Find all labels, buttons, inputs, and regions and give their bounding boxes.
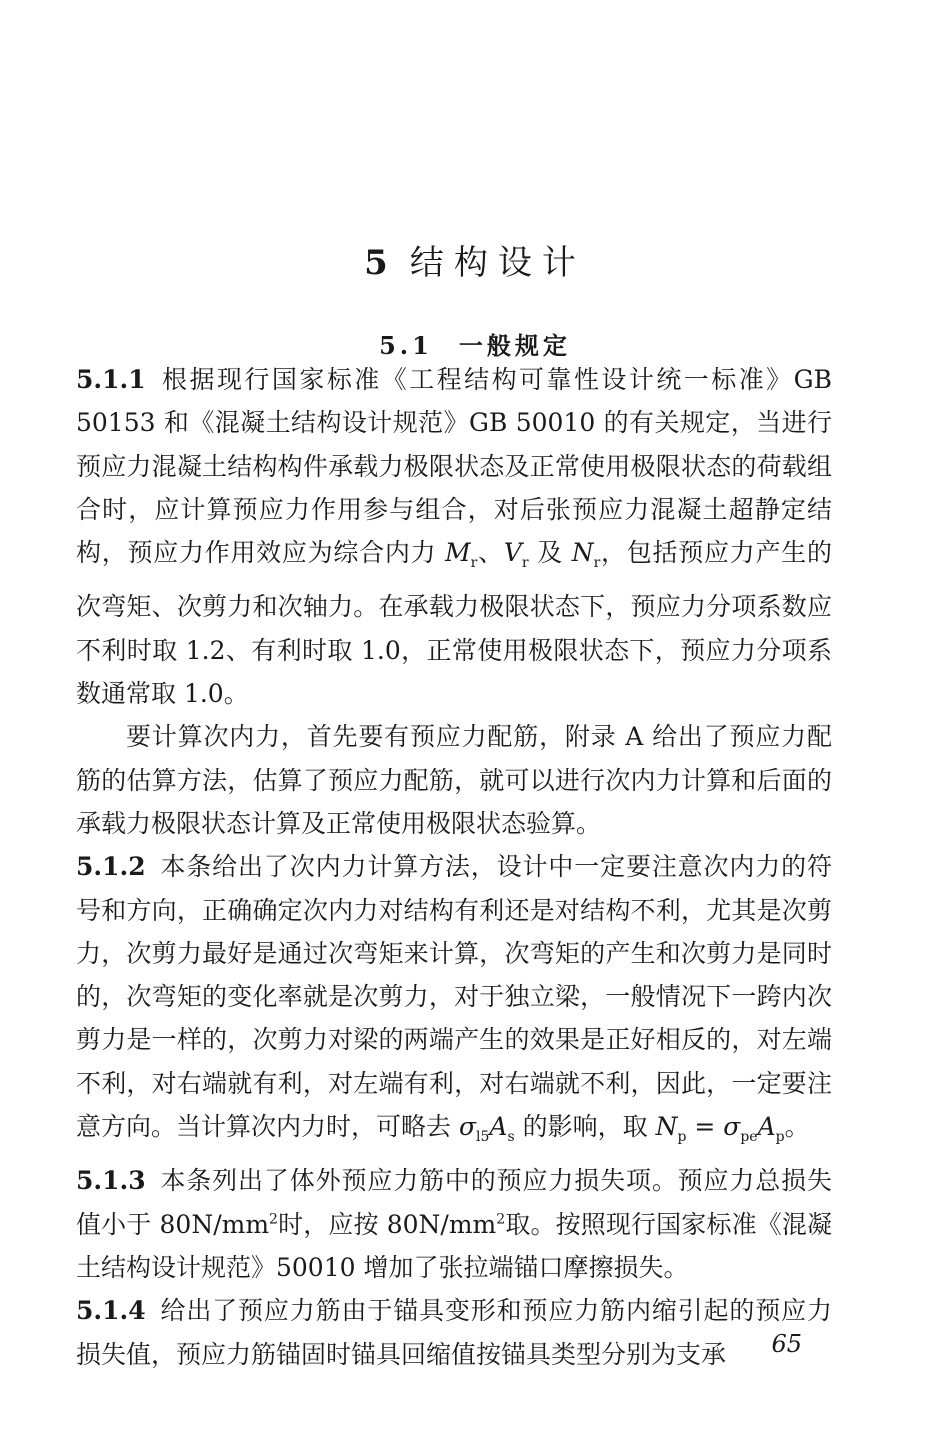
math-symbol bbox=[445, 538, 478, 572]
section-title-text: 一般规定 bbox=[458, 330, 571, 360]
math-symbol bbox=[723, 1112, 785, 1146]
math-var: N bbox=[571, 538, 594, 568]
clause-5-1-1 bbox=[76, 358, 832, 715]
clause-number: 5.1.1 bbox=[76, 365, 146, 394]
math-sub: r bbox=[470, 555, 478, 572]
section-title bbox=[0, 326, 950, 361]
clause-number: 5.1.3 bbox=[76, 1166, 146, 1196]
superscript: 2 bbox=[496, 1211, 506, 1228]
math-symbol bbox=[458, 1112, 515, 1146]
clause-text: 、 bbox=[477, 538, 504, 568]
clause-5-1-2 bbox=[76, 845, 832, 1159]
math-symbol bbox=[503, 538, 529, 572]
clause-text: ，包括预应力产生的次弯矩、次剪力和次轴力。在承载力极限状态下，预应力分项系数应不利时取 1.2、有利时取 1.0，正常使用极限状态下，预应力分项系数通常取 1.0。 bbox=[76, 538, 832, 709]
chapter-number: 5 bbox=[364, 242, 388, 283]
clause-text: 本条给出了次内力计算方法，设计中一定要注意次内力的符号和方向，正确确定次内力对结构有利还是对结构不利，尤其是次剪力，次剪力最好是通过次弯矩来计算，次弯矩的产生和次剪力是同时的，次弯矩的变化率就是次剪力，对于独立梁，一般情况下一跨内次剪力是一样的，次剪力对梁的两端产生的效果是正好相反的，对左端不利，对右端就有利，对左端有利，对右端就不利，因此，一定要注意方向。当计算次内力时，可略去 bbox=[76, 852, 832, 1142]
math-sub: p bbox=[775, 1129, 785, 1146]
chapter-title-text: 结构设计 bbox=[409, 242, 586, 283]
math-var: N bbox=[655, 1112, 678, 1142]
clause-text: 本条列出了体外预应力筋中的预应力损失项。预应力总损失值小于 80N/mm bbox=[76, 1166, 832, 1239]
clause-5-1-3 bbox=[76, 1159, 832, 1289]
math-sub: pe bbox=[740, 1129, 758, 1146]
clause-text: 取。按照现行国家标准《混凝土结构设计规范》50010 增加了张拉端锚口摩擦损失。 bbox=[76, 1209, 832, 1282]
math-operator: = bbox=[686, 1112, 724, 1142]
math-var: A bbox=[757, 1112, 776, 1142]
math-sub: r bbox=[593, 555, 601, 572]
section-number: 5.1 bbox=[379, 330, 433, 360]
math-sub: p bbox=[677, 1129, 687, 1146]
clause-text: 时，应按 80N/mm bbox=[277, 1209, 497, 1239]
clause-number: 5.1.2 bbox=[76, 852, 146, 882]
page-number: 65 bbox=[771, 1330, 802, 1358]
clause-5-1-4 bbox=[76, 1289, 832, 1376]
clause-5-1-1-para-2: 要计算次内力，首先要有预应力配筋，附录 A 给出了预应力配筋的估算方法，估算了预应力配筋，就可以进行次内力计算和后面的承载力极限状态计算及正常使用极限状态验算。 bbox=[76, 722, 832, 838]
math-sub: s bbox=[507, 1129, 515, 1146]
math-sub: r bbox=[521, 555, 529, 572]
math-var: M bbox=[445, 538, 471, 568]
math-var: σ bbox=[458, 1112, 477, 1142]
clause-text: 的影响，取 bbox=[514, 1112, 656, 1142]
math-symbol bbox=[571, 538, 601, 572]
body-text bbox=[76, 358, 832, 1376]
clause-text: 根据现行国家标准《工程结构可靠性设计统一标准》GB 50153 和《混凝土结构设计规范》GB 50010 的有关规定，当进行预应力混凝土结构构件承载力极限状态及正常使用极限状态的荷载组合时，应计算预应力作用参与组合，对后张预应力混凝土超静定结构，预应力作用效应为综合内力 bbox=[76, 365, 832, 568]
clause-number: 5.1.4 bbox=[76, 1296, 146, 1326]
math-sub: l5 bbox=[476, 1129, 490, 1146]
clause-text: 给出了预应力筋由于锚具变形和预应力筋内缩引起的预应力损失值，预应力筋锚固时锚具回缩值按锚具类型分别为支承 bbox=[76, 1296, 832, 1369]
clause-text: 。 bbox=[784, 1112, 810, 1142]
math-symbol bbox=[655, 1112, 687, 1146]
math-var: V bbox=[503, 538, 522, 568]
math-var: σ bbox=[723, 1112, 741, 1142]
math-var: A bbox=[489, 1112, 508, 1142]
chapter-title bbox=[0, 235, 950, 284]
clause-text: 及 bbox=[528, 538, 572, 568]
superscript: 2 bbox=[269, 1211, 278, 1228]
